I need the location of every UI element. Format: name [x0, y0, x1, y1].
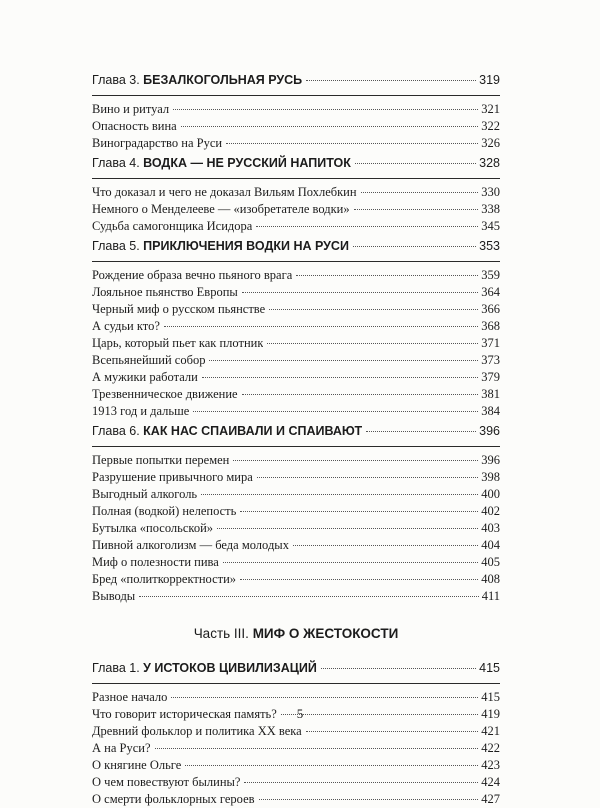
dot-leader — [226, 143, 478, 144]
entry-page: 423 — [481, 758, 500, 772]
entry-title: Древний фольклор и политика XX века — [92, 724, 302, 738]
toc-entry — [92, 403, 500, 420]
dot-leader — [293, 545, 478, 546]
dot-leader — [306, 731, 479, 732]
chapter-title: БЕЗАЛКОГОЛЬНАЯ РУСЬ — [143, 73, 303, 87]
entry-page: 405 — [481, 555, 500, 569]
chapter-title-text — [92, 238, 349, 255]
toc-entry — [92, 201, 500, 218]
entry-page: 404 — [481, 538, 500, 552]
toc-entry — [92, 503, 500, 520]
dot-leader — [240, 511, 478, 512]
entry-title: Трезвенническое движение — [92, 387, 238, 401]
entry-page: 381 — [481, 387, 500, 401]
part-label: Часть III. — [193, 626, 249, 641]
entry-page: 368 — [481, 319, 500, 333]
entry-page: 427 — [481, 792, 500, 806]
entry-page: 411 — [481, 589, 500, 603]
entry-title: Пивной алкоголизм — беда молодых — [92, 538, 289, 552]
toc-entry — [92, 791, 500, 808]
toc-entry — [92, 486, 500, 503]
dot-leader — [257, 477, 479, 478]
toc-entry — [92, 118, 500, 135]
toc-entry — [92, 318, 500, 335]
page-number: 5 — [296, 706, 304, 721]
entry-page: 421 — [481, 724, 500, 738]
chapter-heading — [92, 155, 500, 179]
entry-title: Немного о Менделееве — «изобретателе водки» — [92, 202, 350, 216]
toc-section-alcohol — [92, 72, 500, 605]
toc-entry — [92, 352, 500, 369]
toc-entry — [92, 469, 500, 486]
dot-leader — [185, 765, 478, 766]
toc-entry — [92, 135, 500, 152]
chapter-title: КАК НАС СПАИВАЛИ И СПАИВАЮТ — [143, 424, 363, 438]
entry-page: 408 — [481, 572, 500, 586]
toc-entry — [92, 689, 500, 706]
toc-entry — [92, 554, 500, 571]
entry-title: Что доказал и чего не доказал Вильям Похлебкин — [92, 185, 357, 199]
entry-title: Всепьянейший собор — [92, 353, 206, 367]
chapter-label: Глава 5. — [92, 239, 140, 253]
chapter-label: Глава 4. — [92, 156, 140, 170]
toc-entry — [92, 520, 500, 537]
chapter-title: У ИСТОКОВ ЦИВИЛИЗАЦИЙ — [143, 661, 317, 675]
dot-leader — [139, 596, 479, 597]
entry-title: Виноградарство на Руси — [92, 136, 223, 150]
toc-entry — [92, 452, 500, 469]
toc-entry — [92, 571, 500, 588]
dot-leader — [353, 246, 476, 247]
chapter-title-text — [92, 155, 351, 172]
entry-page: 403 — [481, 521, 500, 535]
entry-page: 366 — [481, 302, 500, 316]
entry-title: Разрушение привычного мира — [92, 470, 253, 484]
entry-page: 371 — [481, 336, 500, 350]
entry-page: 326 — [481, 136, 500, 150]
entry-page: 322 — [481, 119, 500, 133]
entry-page: 415 — [481, 690, 500, 704]
entry-title: О княгине Ольге — [92, 758, 182, 772]
entry-title: Опасность вина — [92, 119, 177, 133]
chapter-title-text — [92, 660, 317, 677]
dot-leader — [267, 343, 478, 344]
chapter-title-text — [92, 423, 362, 440]
chapter-label: Глава 6. — [92, 424, 140, 438]
toc-entry — [92, 757, 500, 774]
entry-page: 373 — [481, 353, 500, 367]
entry-title: Черный миф о русском пьянстве — [92, 302, 266, 316]
entry-page: 330 — [481, 185, 500, 199]
dot-leader — [361, 192, 479, 193]
dot-leader — [181, 126, 479, 127]
entry-page: 398 — [481, 470, 500, 484]
entry-page: 364 — [481, 285, 500, 299]
dot-leader — [193, 411, 478, 412]
entry-title: А судьи кто? — [92, 319, 160, 333]
entry-title: Миф о полезности пива — [92, 555, 219, 569]
entry-title: Судьба самогонщика Исидора — [92, 219, 253, 233]
entry-title: О смерти фольклорных героев — [92, 792, 255, 806]
entry-page: 424 — [481, 775, 500, 789]
chapter-page: 319 — [479, 73, 500, 87]
entry-title: Царь, который пьет как плотник — [92, 336, 264, 350]
dot-leader — [240, 579, 478, 580]
entry-title: О чем повествуют былины? — [92, 775, 241, 789]
entry-title: Первые попытки перемен — [92, 453, 230, 467]
dot-leader — [173, 109, 478, 110]
entry-page: 379 — [481, 370, 500, 384]
dot-leader — [244, 782, 478, 783]
dot-leader — [209, 360, 478, 361]
chapter-label: Глава 1. — [92, 661, 140, 675]
toc-section-cruelty — [92, 660, 500, 808]
table-of-contents — [92, 72, 500, 808]
entry-title: Выгодный алкоголь — [92, 487, 198, 501]
dot-leader — [223, 562, 478, 563]
entry-title: Выводы — [92, 589, 136, 603]
chapter-page: 396 — [479, 424, 500, 438]
entry-page: 359 — [481, 268, 500, 282]
chapter-heading — [92, 238, 500, 262]
dot-leader — [306, 80, 476, 81]
toc-entry — [92, 774, 500, 791]
dot-leader — [366, 431, 476, 432]
entry-title: Рождение образа вечно пьяного врага — [92, 268, 293, 282]
toc-entry — [92, 301, 500, 318]
entry-title: Что говорит историческая память? — [92, 707, 277, 721]
toc-entry — [92, 335, 500, 352]
dot-leader — [296, 275, 478, 276]
entry-page: 338 — [481, 202, 500, 216]
entry-title: Полная (водкой) нелепость — [92, 504, 237, 518]
toc-entry — [92, 101, 500, 118]
dot-leader — [201, 494, 478, 495]
entry-title: А мужики работали — [92, 370, 198, 384]
chapter-page: 415 — [479, 661, 500, 675]
entry-page: 321 — [481, 102, 500, 116]
dot-leader — [354, 209, 479, 210]
part-heading — [92, 625, 500, 643]
chapter-title: ПРИКЛЮЧЕНИЯ ВОДКИ НА РУСИ — [143, 239, 349, 253]
dot-leader — [171, 697, 478, 698]
entry-title: Бред «политкорректности» — [92, 572, 237, 586]
dot-leader — [217, 528, 478, 529]
entry-title: 1913 год и дальше — [92, 404, 190, 418]
entry-title: Лояльное пьянство Европы — [92, 285, 238, 299]
dot-leader — [321, 668, 476, 669]
entry-title: Разное начало — [92, 690, 168, 704]
toc-entry — [92, 267, 500, 284]
chapter-label: Глава 3. — [92, 73, 140, 87]
entry-page: 396 — [481, 453, 500, 467]
toc-entry — [92, 284, 500, 301]
chapter-heading — [92, 423, 500, 447]
entry-page: 422 — [481, 741, 500, 755]
toc-entry — [92, 537, 500, 554]
entry-page: 345 — [481, 219, 500, 233]
chapter-page: 328 — [479, 156, 500, 170]
entry-page: 402 — [481, 504, 500, 518]
chapter-title-text — [92, 72, 302, 89]
dot-leader — [259, 799, 479, 800]
entry-title: Бутылка «посольской» — [92, 521, 214, 535]
dot-leader — [269, 309, 478, 310]
toc-entry — [92, 740, 500, 757]
toc-entry — [92, 723, 500, 740]
toc-entry — [92, 386, 500, 403]
entry-page: 384 — [481, 404, 500, 418]
entry-title: Вино и ритуал — [92, 102, 170, 116]
dot-leader — [242, 394, 479, 395]
entry-page: 400 — [481, 487, 500, 501]
dot-leader — [242, 292, 478, 293]
dot-leader — [155, 748, 479, 749]
toc-entry — [92, 369, 500, 386]
dot-leader — [256, 226, 478, 227]
dot-leader — [202, 377, 478, 378]
entry-title: А на Руси? — [92, 741, 151, 755]
toc-entry — [92, 588, 500, 605]
chapter-heading — [92, 660, 500, 684]
dot-leader — [233, 460, 478, 461]
chapter-title: ВОДКА — НЕ РУССКИЙ НАПИТОК — [143, 156, 351, 170]
entry-page: 419 — [481, 707, 500, 721]
toc-entry — [92, 218, 500, 235]
part-title: МИФ О ЖЕСТОКОСТИ — [252, 626, 399, 641]
chapter-heading — [92, 72, 500, 96]
toc-entry — [92, 184, 500, 201]
chapter-page: 353 — [479, 239, 500, 253]
dot-leader — [355, 163, 476, 164]
dot-leader — [164, 326, 478, 327]
